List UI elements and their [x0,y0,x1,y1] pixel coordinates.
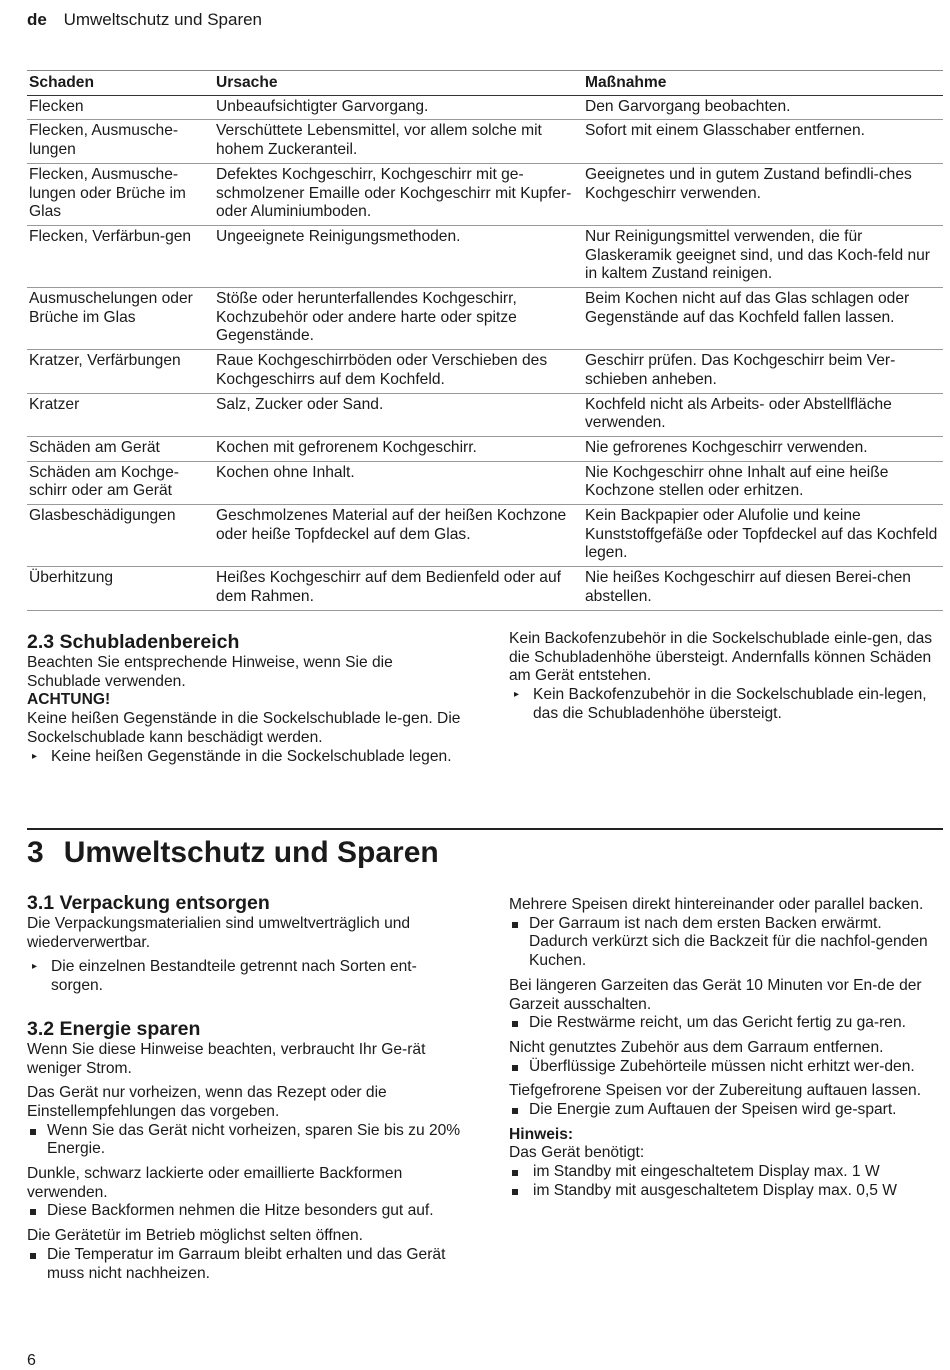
bullet-icon [512,1189,518,1195]
paragraph: Die Verpackungsmaterialien sind umweltverträglich und wiederverwertbar. [27,915,411,951]
cell-ursache: Ungeeignete Reinigungsmethoden. [214,225,583,287]
cell-ursache: Kochen ohne Inhalt. [214,461,583,504]
bullet-icon [30,1129,36,1135]
cell-ursache: Stöße oder herunterfallendes Kochgeschirr, Kochzubehör oder andere harte oder spitze Gegenstände. [214,288,583,350]
column-header-schaden: Schaden [27,71,214,96]
action-step: ▸ Die einzelnen Bestandteile getrennt nach Sorten ent-sorgen. [32,958,417,995]
cell-schaden: Schäden am Gerät [27,436,214,461]
table-row [27,461,943,504]
paragraph: Nicht genutztes Zubehör aus dem Garraum entfernen. [509,1038,884,1056]
paragraph: Tiefgefrorene Speisen vor der Zubereitung auftauen lassen. [509,1082,922,1100]
bullet-icon [512,1170,518,1176]
bullet-icon [512,1021,518,1027]
language-code: de [27,10,47,29]
cell-massnahme: Beim Kochen nicht auf das Glas schlagen oder Gegenstände auf das Kochfeld fallen lassen. [583,288,943,350]
column-header-massnahme: Maßnahme [583,71,943,96]
list-item: Die Restwärme reicht, um das Gericht fertig zu ga-ren. [509,1014,939,1033]
damage-table [27,70,943,611]
cell-ursache: Kochen mit gefrorenem Kochgeschirr. [214,436,583,461]
list-item: Die Temperatur im Garraum bleibt erhalten und das Gerät muss nicht nachheizen. [27,1246,467,1283]
cell-massnahme: Nie heißes Kochgeschirr auf diesen Berei-chen abstellen. [583,567,943,610]
table-header-row [27,71,943,96]
section-3-right [509,896,939,1201]
cell-schaden: Ausmuschelungen oder Brüche im Glas [27,288,214,350]
table-row [27,567,943,610]
cell-massnahme: Geschirr prüfen. Das Kochgeschirr beim Ver-schieben anheben. [583,350,943,393]
cell-massnahme: Nie Kochgeschirr ohne Inhalt auf eine heiße Kochzone stellen oder erhitzen. [583,461,943,504]
hint-text: Das Gerät benötigt: [509,1144,645,1162]
cell-schaden: Kratzer [27,393,214,436]
list-item: Der Garraum ist nach dem ersten Backen erwärmt. Dadurch verkürzt sich die Backzeit für die nachfol-genden Kuchen. [509,915,939,971]
list-item: Überflüssige Zubehörteile müssen nicht erhitzt wer-den. [509,1058,939,1077]
cell-schaden: Kratzer, Verfärbungen [27,350,214,393]
paragraph: Beachten Sie entsprechende Hinweise, wenn Sie die Schublade verwenden. [27,654,393,690]
cell-schaden: Flecken, Ausmusche-lungen oder Brüche im Glas [27,163,214,225]
cell-massnahme: Kochfeld nicht als Arbeits- oder Abstellfläche verwenden. [583,393,943,436]
table-row [27,393,943,436]
paragraph: Kein Backofenzubehör in die Sockelschublade einle-gen, das die Schubladenhöhe übersteigt. Andernfalls können Schäden am Gerät entstehen. [509,630,933,685]
paragraph: Bei längeren Garzeiten das Gerät 10 Minuten vor En-de der Garzeit ausschalten. [509,976,922,1013]
arrow-icon: ▸ [32,961,38,973]
cell-schaden: Glasbeschädigungen [27,505,214,567]
section-3-left [27,891,467,1283]
bullet-icon [512,1065,518,1071]
page-number: 6 [27,1352,36,1369]
bullet-icon [512,1108,518,1114]
cell-massnahme: Nur Reinigungsmittel verwenden, die für Glaskeramik geeignet sind, und das Koch-feld nur in kaltem Zustand reinigen. [583,225,943,287]
chapter-divider [27,828,943,830]
list-item: im Standby mit ausgeschaltetem Display max. 0,5 W [509,1182,939,1201]
cell-massnahme: Nie gefrorenes Kochgeschirr verwenden. [583,436,943,461]
section-heading: 2.3 Schubladenbereich [27,631,240,653]
section-2-3-right [509,630,939,724]
cell-ursache: Raue Kochgeschirrböden oder Verschieben des Kochgeschirrs auf dem Kochfeld. [214,350,583,393]
paragraph: Die Gerätetür im Betrieb möglichst selten öffnen. [27,1227,364,1245]
arrow-icon: ▸ [32,750,38,762]
cell-massnahme: Kein Backpapier oder Alufolie und keine Kunststoffgefäße oder Topfdeckel auf das Kochfeld legen. [583,505,943,567]
hint-label: Hinweis: [509,1125,574,1143]
list-item: Die Energie zum Auftauen der Speisen wird ge-spart. [509,1101,939,1120]
list-item: Diese Backformen nehmen die Hitze besonders gut auf. [27,1202,467,1221]
column-header-ursache: Ursache [214,71,583,96]
paragraph: Mehrere Speisen direkt hintereinander oder parallel backen. [509,896,924,913]
section-heading: 3.1 Verpackung entsorgen [27,892,270,914]
cell-ursache: Heißes Kochgeschirr auf dem Bedienfeld oder auf dem Rahmen. [214,567,583,610]
cell-ursache: Verschüttete Lebensmittel, vor allem solche mit hohem Zuckeranteil. [214,120,583,163]
list-item: Wenn Sie das Gerät nicht vorheizen, sparen Sie bis zu 20% Energie. [27,1122,467,1159]
cell-massnahme: Geeignetes und in gutem Zustand befindli-ches Kochgeschirr verwenden. [583,163,943,225]
bullet-icon [512,922,518,928]
table-row [27,505,943,567]
action-step: ▸ Kein Backofenzubehör in die Sockelschublade ein-legen, das die Schubladenhöhe übersteigt. [514,686,927,722]
table-row [27,95,943,120]
table-row [27,163,943,225]
warning-text: Keine heißen Gegenstände in die Sockelschublade le-gen. Die Sockelschublade kann beschädigt werden. [27,710,461,746]
bullet-icon [30,1253,36,1259]
cell-schaden: Flecken, Verfärbun-gen [27,225,214,287]
table-row [27,350,943,393]
list-item: im Standby mit eingeschaltetem Display max. 1 W [509,1163,939,1182]
cell-massnahme: Den Garvorgang beobachten. [583,95,943,120]
action-step: ▸ Keine heißen Gegenstände in die Sockelschublade legen. [32,747,452,765]
cell-schaden: Überhitzung [27,567,214,610]
section-2-3-left [27,630,467,766]
header-title: Umweltschutz und Sparen [63,10,263,29]
paragraph: Das Gerät nur vorheizen, wenn das Rezept oder die Einstellempfehlungen das vorgeben. [27,1084,387,1120]
cell-ursache: Unbeaufsichtigter Garvorgang. [214,95,583,120]
cell-schaden: Flecken, Ausmusche-lungen [27,120,214,163]
table-row [27,225,943,287]
cell-ursache: Geschmolzenes Material auf der heißen Kochzone oder heiße Topfdeckel auf dem Glas. [214,505,583,567]
table-row [27,120,943,163]
paragraph: Wenn Sie diese Hinweise beachten, verbraucht Ihr Ge-rät weniger Strom. [27,1040,426,1077]
bullet-icon [30,1209,36,1215]
arrow-icon: ▸ [514,689,520,701]
cell-schaden: Flecken [27,95,214,120]
chapter-title: 3 Umweltschutz und Sparen [27,836,439,869]
table-row [27,288,943,350]
cell-massnahme: Sofort mit einem Glasschaber entfernen. [583,120,943,163]
cell-schaden: Schäden am Kochge-schirr oder am Gerät [27,461,214,504]
page-header [27,10,262,30]
table-row [27,436,943,461]
cell-ursache: Salz, Zucker oder Sand. [214,393,583,436]
warning-label: ACHTUNG! [27,691,111,709]
section-heading: 3.2 Energie sparen [27,1017,201,1040]
paragraph: Dunkle, schwarz lackierte oder emaillierte Backformen verwenden. [27,1165,403,1201]
cell-ursache: Defektes Kochgeschirr, Kochgeschirr mit ge-schmolzener Emaille oder Kochgeschirr mit Kupfer- oder Aluminiumboden. [214,163,583,225]
